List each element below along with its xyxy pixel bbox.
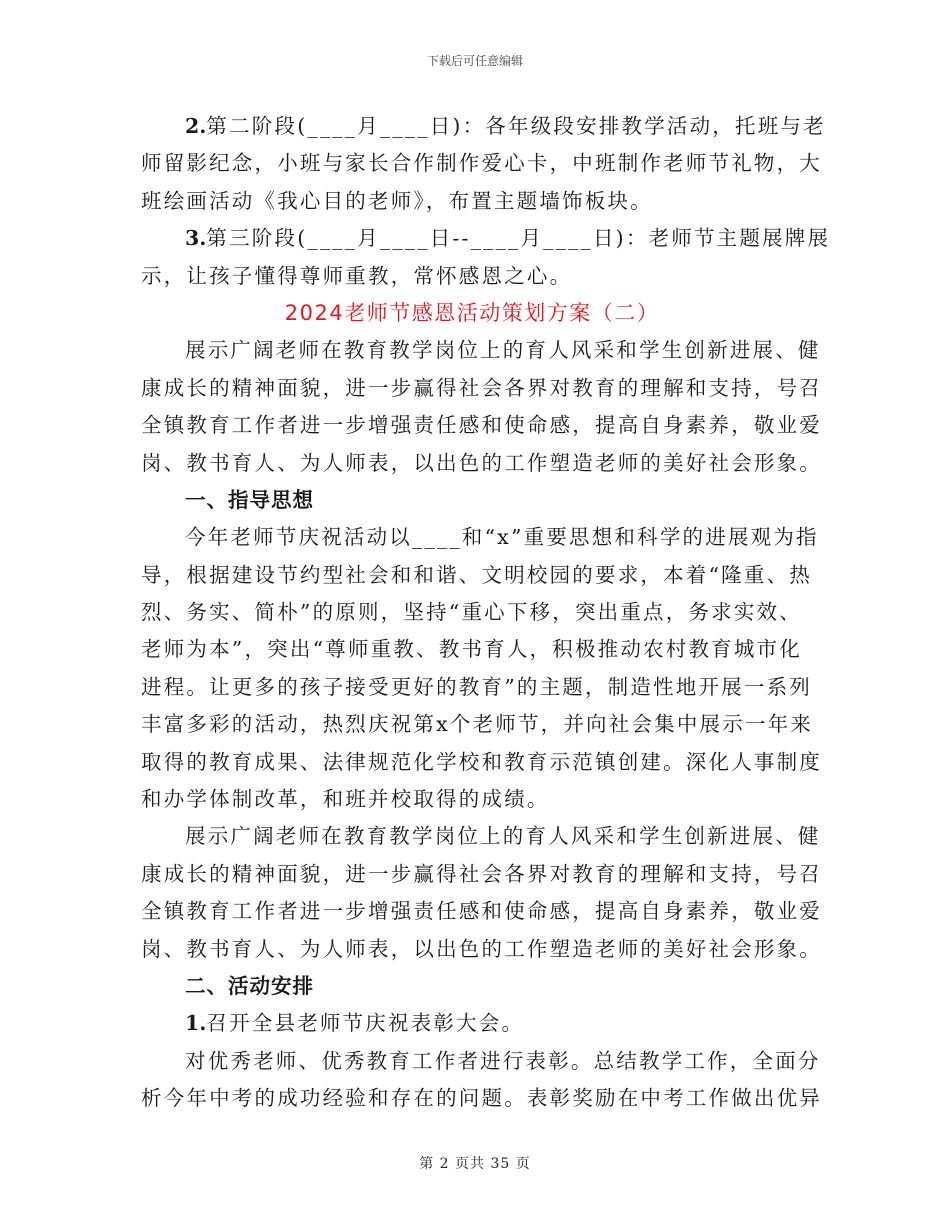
paragraph-line: 全镇教育工作者进一步增强责任感和使命感，提高自身素养，敬业爱 xyxy=(141,899,822,924)
paragraph-line: 进程。让更多的孩子接受更好的教育”的主题，制造性地开展一系列 xyxy=(141,674,812,699)
paragraph-line: 展示广阔老师在教育教学岗位上的育人风采和学生创新进展、健 xyxy=(185,338,821,363)
paragraph-line: 取得的教育成果、法律规范化学校和教育示范镇创建。深化人事制度 xyxy=(141,749,822,774)
document-body xyxy=(141,108,831,1118)
paragraph-line: 第二阶段(____月____日)：各年级段安排教学活动，托班与老 xyxy=(206,114,826,138)
section-heading-activity-arrangement: 二、活动安排 xyxy=(185,973,314,998)
section-heading-guiding-thought: 一、指导思想 xyxy=(185,487,314,512)
stage-3-paragraph xyxy=(141,220,831,295)
activity-item-number: 1. xyxy=(185,1011,207,1036)
paragraph-line: 师留影纪念，小班与家长合作制作爱心卡，中班制作老师节礼物，大 xyxy=(141,151,822,176)
intro-paragraph-1 xyxy=(141,332,822,482)
paragraph-line: 对优秀老师、优秀教育工作者进行表彰。总结教学工作，全面分 xyxy=(185,1048,821,1073)
activity-item-1 xyxy=(141,1005,811,1042)
paragraph-line: 全镇教育工作者进一步增强责任感和使命感，提高自身素养，敬业爱 xyxy=(141,413,822,438)
intro-paragraph-2 xyxy=(141,818,822,968)
paragraph-line: 康成长的精神面貌，进一步赢得社会各界对教育的理解和支持，号召 xyxy=(141,375,822,400)
paragraph-line: 烈、务实、简朴”的原则，坚持“重心下移，突出重点，务求实效、 xyxy=(141,600,802,625)
paragraph-line: 今年老师节庆祝活动以____和“x”重要思想和科学的进展观为指 xyxy=(185,525,819,550)
paragraph-line: 康成长的精神面貌，进一步赢得社会各界对教育的理解和支持，号召 xyxy=(141,861,822,886)
stage-2-paragraph xyxy=(141,108,826,220)
commendation-paragraph xyxy=(141,1043,822,1118)
paragraph-line: 班绘画活动《我心目的老师》，布置主题墙饰板块。 xyxy=(141,188,653,213)
paragraph-line: 示，让孩子懂得尊师重教，常怀感恩之心。 xyxy=(141,263,573,288)
document-title: 2024老师节感恩活动策划方案（二） xyxy=(284,300,660,325)
paragraph-line: 导，根据建设节约型社会和和谐、文明校园的要求，本着“隆重、热 xyxy=(141,562,812,587)
guiding-paragraph xyxy=(141,519,822,818)
paragraph-line: 丰富多彩的活动，热烈庆祝第x个老师节，并向社会集中展示一年来 xyxy=(141,712,814,737)
paragraph-line: 岗、教书育人、为人师表，以出色的工作塑造老师的美好社会形象。 xyxy=(141,936,822,961)
page-number-footer: 第 2 页共 35 页 xyxy=(419,1156,531,1172)
page-header-note: 下载后可任意编辑 xyxy=(426,54,523,68)
paragraph-line: 展示广阔老师在教育教学岗位上的育人风采和学生创新进展、健 xyxy=(185,824,821,849)
paragraph-line: 第三阶段(____月____日--____月____日)：老师节主题展牌展 xyxy=(206,226,831,251)
paragraph-line: 老师为本”，突出“尊师重教、教书育人，积极推动农村教育城市化 xyxy=(141,637,802,662)
activity-item-text: 召开全县老师节庆祝表彰大会。 xyxy=(206,1011,525,1036)
paragraph-line: 和办学体制改革，和班并校取得的成绩。 xyxy=(141,787,550,812)
paragraph-line: 岗、教书育人、为人师表，以出色的工作塑造老师的美好社会形象。 xyxy=(141,450,822,475)
stage-3-number: 3. xyxy=(185,226,207,251)
stage-2-number: 2. xyxy=(185,114,207,138)
paragraph-line: 析今年中考的成功经验和存在的问题。表彰奖励在中考工作做出优异 xyxy=(141,1086,822,1111)
